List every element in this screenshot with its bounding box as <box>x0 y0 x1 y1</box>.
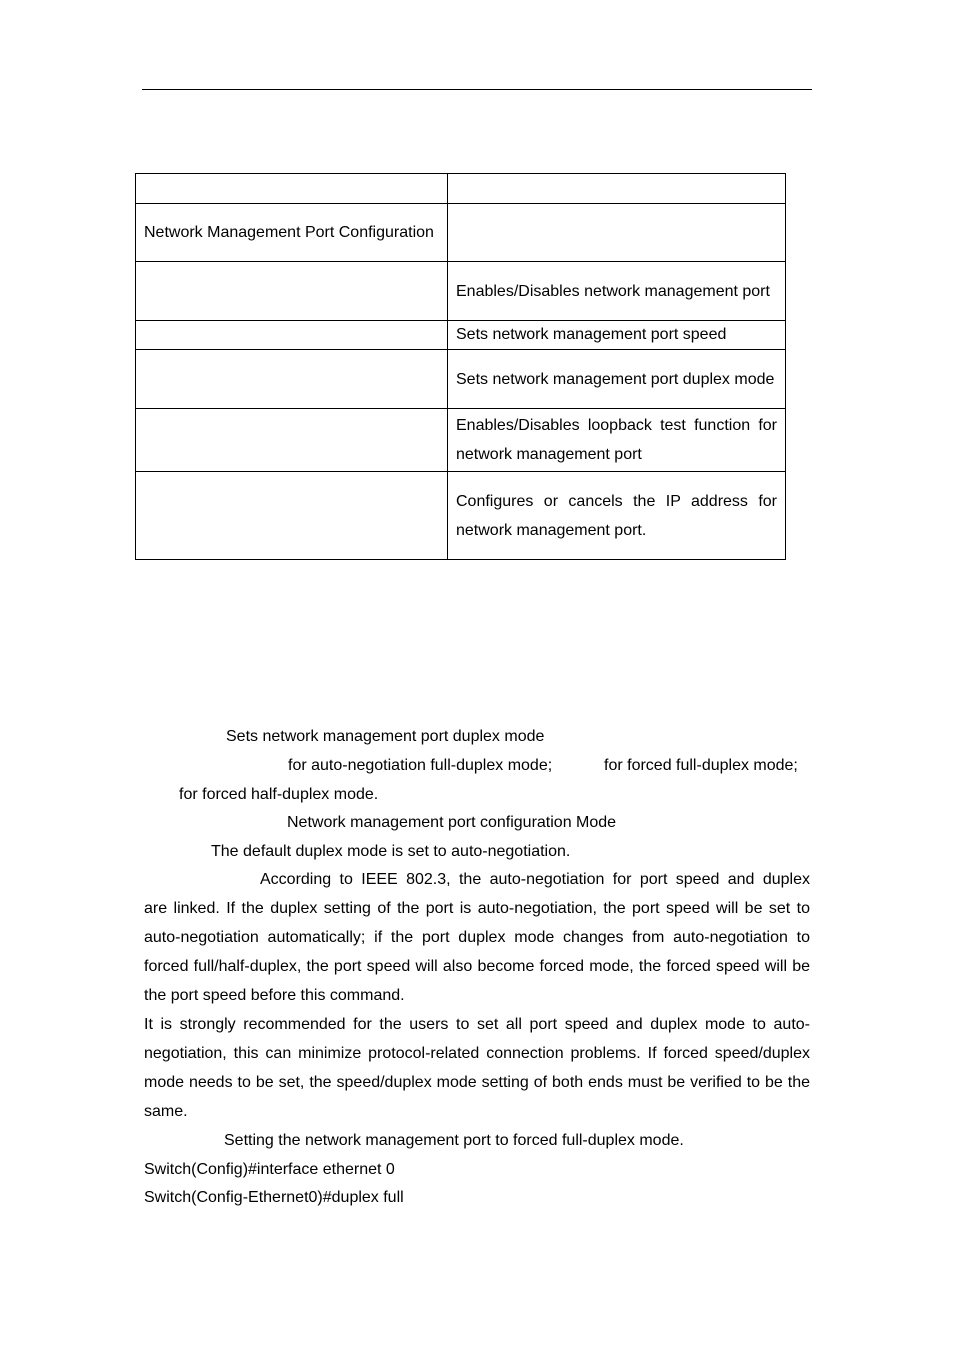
table-cell-explanation: Enables/Disables network management port <box>448 262 786 321</box>
example-command-1: Switch(Config)#interface ethernet 0 <box>144 1161 395 1178</box>
table-cell-explanation: Enables/Disables loopback test function for network management port <box>448 409 786 472</box>
usage-rest: are linked. If the duplex setting of the port is auto-negotiation, the port speed will be set to auto-negotiation automatically; if the port duplex mode changes from auto-negotiation to forced full/half-duplex, the port speed will also become forced mode, the forced speed will be the port speed before this command. <box>144 899 810 1004</box>
parameter-text-1: for auto-negotiation full-duplex mode; <box>288 757 553 774</box>
parameter-text-3: for forced half-duplex mode. <box>179 786 379 803</box>
table-cell-command <box>136 262 448 321</box>
table-cell-explanation: Configures or cancels the IP address for network management port. <box>448 472 786 560</box>
table-cell-explanation <box>448 204 786 262</box>
parameter-text-2: for forced full-duplex mode; <box>604 757 798 774</box>
table-row <box>136 204 786 262</box>
table-cell-explanation: Sets network management port speed <box>448 321 786 350</box>
header-rule <box>142 89 812 90</box>
table-cell-command <box>136 472 448 560</box>
usage-paragraph-2: It is strongly recommended for the users to set all port speed and duplex mode to auto-negotiation, this can minimize protocol-related connection problems. If forced speed/duplex mode needs to be set, the speed/duplex mode setting of both ends must be verified to be the same. <box>144 1016 810 1120</box>
table-cell-section: Network Management Port Configuration <box>136 204 448 262</box>
example-command-2: Switch(Config-Ethernet0)#duplex full <box>144 1189 404 1206</box>
table-cell-explanation: Sets network management port duplex mode <box>448 350 786 409</box>
table-cell-command <box>136 350 448 409</box>
usage-paragraph-1 <box>144 866 810 1011</box>
mode-text: Network management port configuration Mode <box>287 814 617 831</box>
table-cell-explanation <box>448 174 786 204</box>
table-row <box>136 262 786 321</box>
table-row <box>136 321 786 350</box>
table-row <box>136 174 786 204</box>
table-cell-command <box>136 174 448 204</box>
function-text: Sets network management port duplex mode <box>226 728 545 745</box>
usage-first-line: According to IEEE 802.3, the auto-negotiation for port speed and duplex <box>260 871 810 888</box>
table-row <box>136 350 786 409</box>
table-row <box>136 472 786 560</box>
default-text: The default duplex mode is set to auto-negotiation. <box>211 843 571 860</box>
table-cell-command <box>136 409 448 472</box>
table-cell-command <box>136 321 448 350</box>
example-intro: Setting the network management port to forced full-duplex mode. <box>224 1132 684 1149</box>
table-row <box>136 409 786 472</box>
command-table <box>135 173 786 560</box>
